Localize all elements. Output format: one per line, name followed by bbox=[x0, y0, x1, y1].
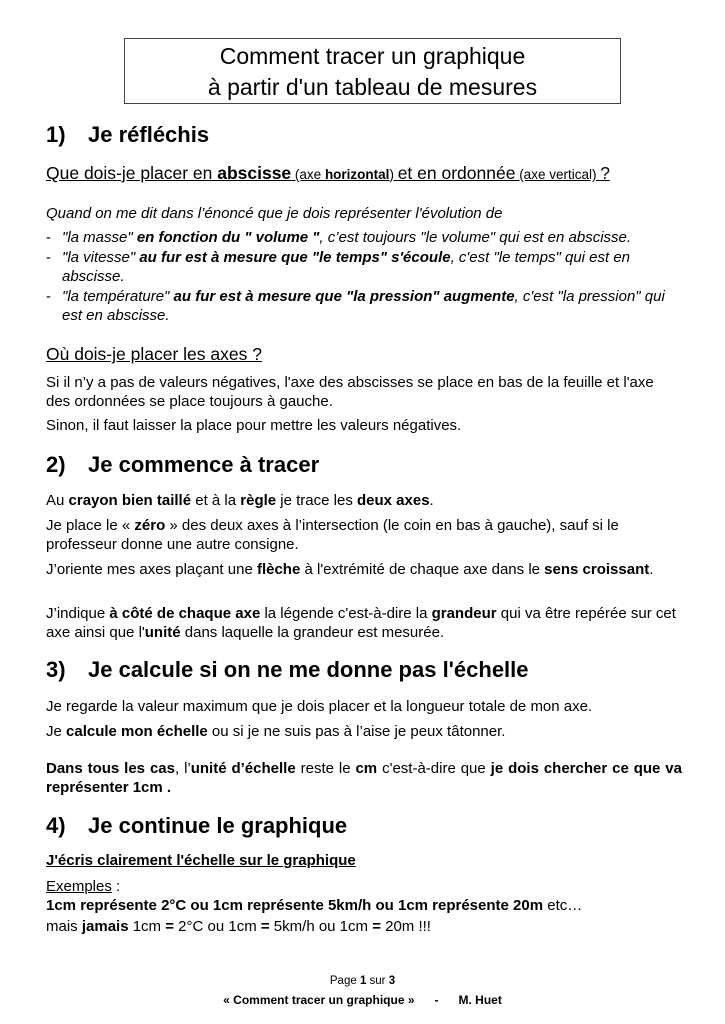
n-e: 2°C ou 1cm bbox=[174, 918, 261, 935]
section-2-title: Je commence à tracer bbox=[88, 452, 320, 477]
n-i: 20m !!! bbox=[380, 918, 431, 935]
t2a: Je place le « bbox=[46, 517, 135, 534]
question-ordonnee: et en ordonnée bbox=[397, 163, 516, 183]
n-h: = bbox=[372, 918, 381, 935]
page-b: sur bbox=[366, 975, 389, 987]
n-g: 5km/h ou 1cm bbox=[269, 918, 373, 935]
t1c: et à la bbox=[191, 492, 241, 509]
e3a: Dans tous les cas bbox=[46, 760, 175, 777]
axes-paragraph-2: Sinon, il faut laisser la place pour mettre les valeurs négatives. bbox=[46, 417, 462, 434]
footer-separator: - bbox=[434, 993, 439, 1007]
n-c: 1cm bbox=[128, 918, 166, 935]
question-mark: ? bbox=[600, 163, 610, 183]
bullet-2-a: "la vitesse" bbox=[62, 249, 140, 266]
evolution-list bbox=[46, 228, 682, 326]
t1g: . bbox=[429, 492, 434, 509]
t1e: je trace les bbox=[276, 492, 357, 509]
examples-etc: etc… bbox=[543, 897, 583, 914]
question-text-5: ) bbox=[389, 167, 398, 182]
examples-bold: 1cm représente 2°C ou 1cm représente 5km/h ou 1cm représente 20m bbox=[46, 897, 544, 914]
n-d: = bbox=[165, 918, 174, 935]
title-line-1: Comment tracer un graphique bbox=[219, 43, 526, 69]
section-2-number: 2) bbox=[46, 452, 66, 477]
section-4-number: 4) bbox=[46, 813, 66, 838]
section-3-title: Je calcule si on ne me donne pas l'échelle bbox=[88, 657, 529, 682]
t4b: à côté de chaque axe bbox=[109, 605, 261, 622]
footer-credits bbox=[0, 993, 725, 1007]
bullet-1-b: en fonction du " volume " bbox=[136, 229, 320, 246]
examples-colon: : bbox=[111, 878, 121, 895]
tracer-paragraph-3 bbox=[46, 560, 682, 579]
examples-label bbox=[46, 877, 682, 896]
t3b: flèche bbox=[256, 561, 301, 578]
bullet-2-c: , c'est "le temps" qui est en abscisse. bbox=[62, 249, 631, 285]
echelle-paragraph-3 bbox=[46, 759, 682, 797]
question-text-3: (axe bbox=[291, 167, 325, 182]
e2a: Je bbox=[46, 723, 67, 740]
n-a: mais bbox=[46, 918, 82, 935]
t4c: la légende c'est-à-dire la bbox=[260, 605, 432, 622]
examples-label-text: Exemples bbox=[46, 878, 112, 895]
list-item bbox=[46, 228, 682, 247]
footer-doc-title: « Comment tracer un graphique » bbox=[223, 993, 415, 1007]
t2c: » des deux axes à l’intersection (le coin en bas à gauche), sauf si le professeur donne une autre consigne. bbox=[46, 517, 619, 553]
e2c: ou si je ne suis pas à l’aise je peux tâtonner. bbox=[207, 723, 506, 740]
section-1-number: 1) bbox=[46, 122, 66, 147]
question-horizontal: horizontal bbox=[324, 167, 390, 182]
section-2-heading bbox=[46, 452, 319, 478]
bullet-2-b: au fur est à mesure que "le temps" s'écoule bbox=[139, 249, 451, 266]
intro-text: Quand on me dit dans l’énoncé que je dois représenter l'évolution de bbox=[46, 205, 503, 222]
examples-line bbox=[46, 896, 682, 915]
bullet-3-c: , c'est "la pression" qui est en abscisse. bbox=[62, 288, 665, 324]
e3c: unité d’échelle bbox=[190, 760, 296, 777]
scale-subheading bbox=[46, 851, 682, 870]
axes-question: Où dois-je placer les axes ? bbox=[46, 344, 262, 364]
bullet-1-a: "la masse" bbox=[62, 229, 137, 246]
section-4-title: Je continue le graphique bbox=[88, 813, 348, 838]
e3b: , l’ bbox=[174, 760, 191, 777]
tracer-paragraph-1 bbox=[46, 491, 682, 510]
t1a: Au bbox=[46, 492, 69, 509]
tracer-paragraph-4 bbox=[46, 604, 682, 642]
t3c: à l'extrémité de chaque axe dans le bbox=[300, 561, 545, 578]
t4f: unité bbox=[144, 624, 181, 641]
page-num: 1 bbox=[359, 975, 367, 987]
section-3-number: 3) bbox=[46, 657, 66, 682]
question-abscisse: abscisse bbox=[217, 163, 292, 183]
list-item bbox=[46, 287, 682, 325]
title-box bbox=[124, 38, 621, 104]
n-f: = bbox=[260, 918, 270, 935]
footer-author: M. Huet bbox=[458, 993, 502, 1007]
scale-subheading-text: J'écris clairement l'échelle sur le graphique bbox=[46, 852, 356, 869]
n-b: jamais bbox=[81, 918, 129, 935]
t3d: sens croissant bbox=[544, 561, 650, 578]
t1f: deux axes bbox=[357, 492, 430, 509]
t4g: dans laquelle la grandeur est mesurée. bbox=[180, 624, 445, 641]
e2b: calcule mon échelle bbox=[66, 723, 208, 740]
never-line bbox=[46, 917, 682, 936]
t2b: zéro bbox=[134, 517, 166, 534]
list-item bbox=[46, 248, 682, 286]
page-number bbox=[0, 975, 725, 987]
e3d: reste le bbox=[295, 760, 356, 777]
axes-paragraph-1: Si il n’y a pas de valeurs négatives, l'axe des abscisses se place en bas de la feuille et l'axe des ordonnées se place toujours à gauche. bbox=[46, 374, 654, 410]
echelle-paragraph-2 bbox=[46, 722, 682, 741]
t3a: J’oriente mes axes plaçant une bbox=[46, 561, 257, 578]
page-total: 3 bbox=[388, 975, 396, 987]
t1b: crayon bien taillé bbox=[68, 492, 192, 509]
t3e: . bbox=[649, 561, 654, 578]
question-text-1: Que dois-je placer en bbox=[46, 163, 218, 183]
page-a: Page bbox=[329, 975, 360, 987]
section-1-heading bbox=[46, 122, 209, 148]
t4d: grandeur bbox=[431, 605, 497, 622]
e3e: cm bbox=[355, 760, 378, 777]
e3g: je dois chercher ce que va représenter 1cm . bbox=[46, 760, 682, 796]
section-4-heading bbox=[46, 813, 347, 839]
t4e: qui va être repérée sur cet axe ainsi que l' bbox=[46, 605, 676, 641]
title-line-2: à partir d'un tableau de mesures bbox=[207, 74, 538, 100]
echelle-paragraph-1: Je regarde la valeur maximum que je dois placer et la longueur totale de mon axe. bbox=[46, 698, 593, 715]
section-1-title: Je réfléchis bbox=[88, 122, 210, 147]
question-abscisse-ordonnee bbox=[46, 163, 610, 184]
bullet-1-c: , c’est toujours "le volume" qui est en abscisse. bbox=[319, 229, 632, 246]
e3f: c'est-à-dire que bbox=[377, 760, 491, 777]
tracer-paragraph-2 bbox=[46, 516, 682, 554]
t4a: J’indique bbox=[46, 605, 110, 622]
question-vertical: (axe vertical) bbox=[515, 167, 601, 182]
bullet-3-a: "la température" bbox=[62, 288, 174, 305]
t1d: règle bbox=[240, 492, 277, 509]
section-3-heading bbox=[46, 657, 529, 683]
bullet-3-b: au fur est à mesure que "la pression" augmente bbox=[173, 288, 515, 305]
